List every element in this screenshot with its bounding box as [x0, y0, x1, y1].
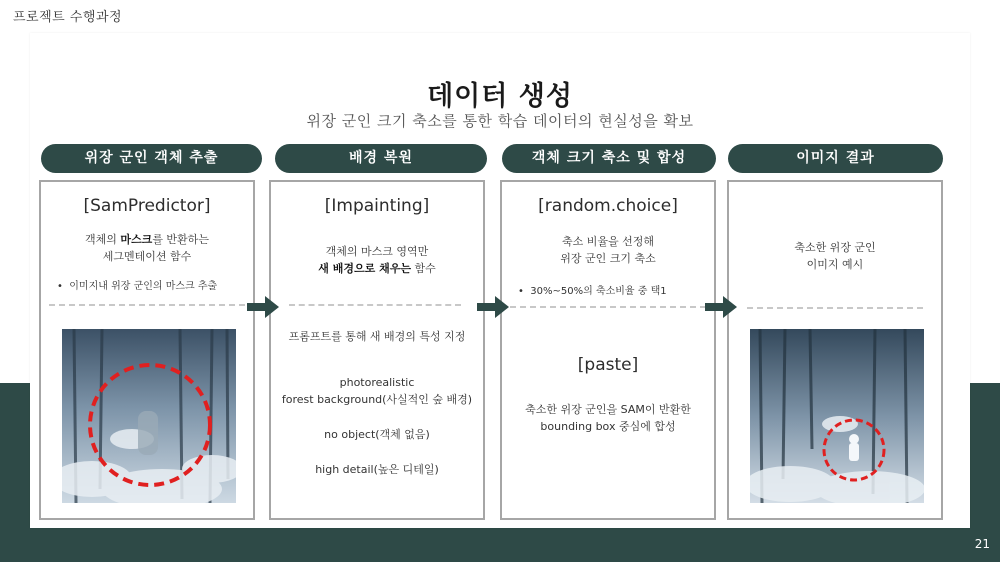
step-pill-result: 이미지 결과	[728, 144, 943, 173]
step-heading-paste: [paste]	[577, 355, 639, 375]
step-box-extract	[39, 180, 255, 520]
step-description: 축소 비율을 선정해 위장 군인 크기 축소	[560, 235, 656, 265]
prompt-item: high detail(높은 디테일)	[315, 463, 439, 476]
step-pill-extract: 위장 군인 객체 추출	[41, 144, 262, 173]
divider	[510, 306, 706, 308]
breadcrumb: 프로젝트 수행과정	[13, 10, 123, 25]
source-photo	[62, 329, 236, 503]
prompt-item: photorealistic forest background(사실적인 숲 배경)	[281, 376, 473, 406]
step-box-restore	[269, 180, 485, 520]
divider	[49, 304, 245, 306]
divider	[747, 307, 923, 309]
page-number: 21	[974, 537, 990, 551]
step-description: 객체의 마스크 영역만 새 배경으로 채우는 함수	[318, 245, 436, 275]
divider	[289, 304, 461, 306]
step-description: 축소한 위장 군인 이미지 예시	[794, 241, 876, 271]
page-title: 데이터 생성	[427, 81, 573, 112]
page-subtitle: 위장 군인 크기 축소를 통한 학습 데이터의 현실성을 확보	[306, 112, 694, 130]
step-description: 객체의 마스크를 반환하는 세그멘테이션 함수	[85, 233, 209, 263]
arrow-right-icon	[477, 296, 509, 318]
step-pill-resize: 객체 크기 축소 및 합성	[502, 144, 716, 173]
step-heading: [Impainting]	[324, 196, 430, 216]
prompt-intro: 프롬프트를 통해 새 배경의 특성 지정	[288, 330, 466, 343]
step-box-resize	[500, 180, 716, 520]
arrow-right-icon	[705, 296, 737, 318]
step-heading: [SamPredictor]	[83, 196, 211, 216]
step-heading: [random.choice]	[538, 196, 678, 216]
step-bullet: • 30%~50%의 축소비율 중 택1	[518, 286, 667, 297]
prompt-item: no object(객체 없음)	[324, 428, 430, 441]
step-box-result	[727, 180, 943, 520]
paste-description: 축소한 위장 군인을 SAM이 반환한 bounding box 중심에 합성	[525, 403, 691, 433]
step-pill-restore: 배경 복원	[275, 144, 487, 173]
arrow-right-icon	[247, 296, 279, 318]
result-photo	[750, 329, 924, 503]
step-bullet: • 이미지내 위장 군인의 마스크 추출	[57, 281, 218, 292]
